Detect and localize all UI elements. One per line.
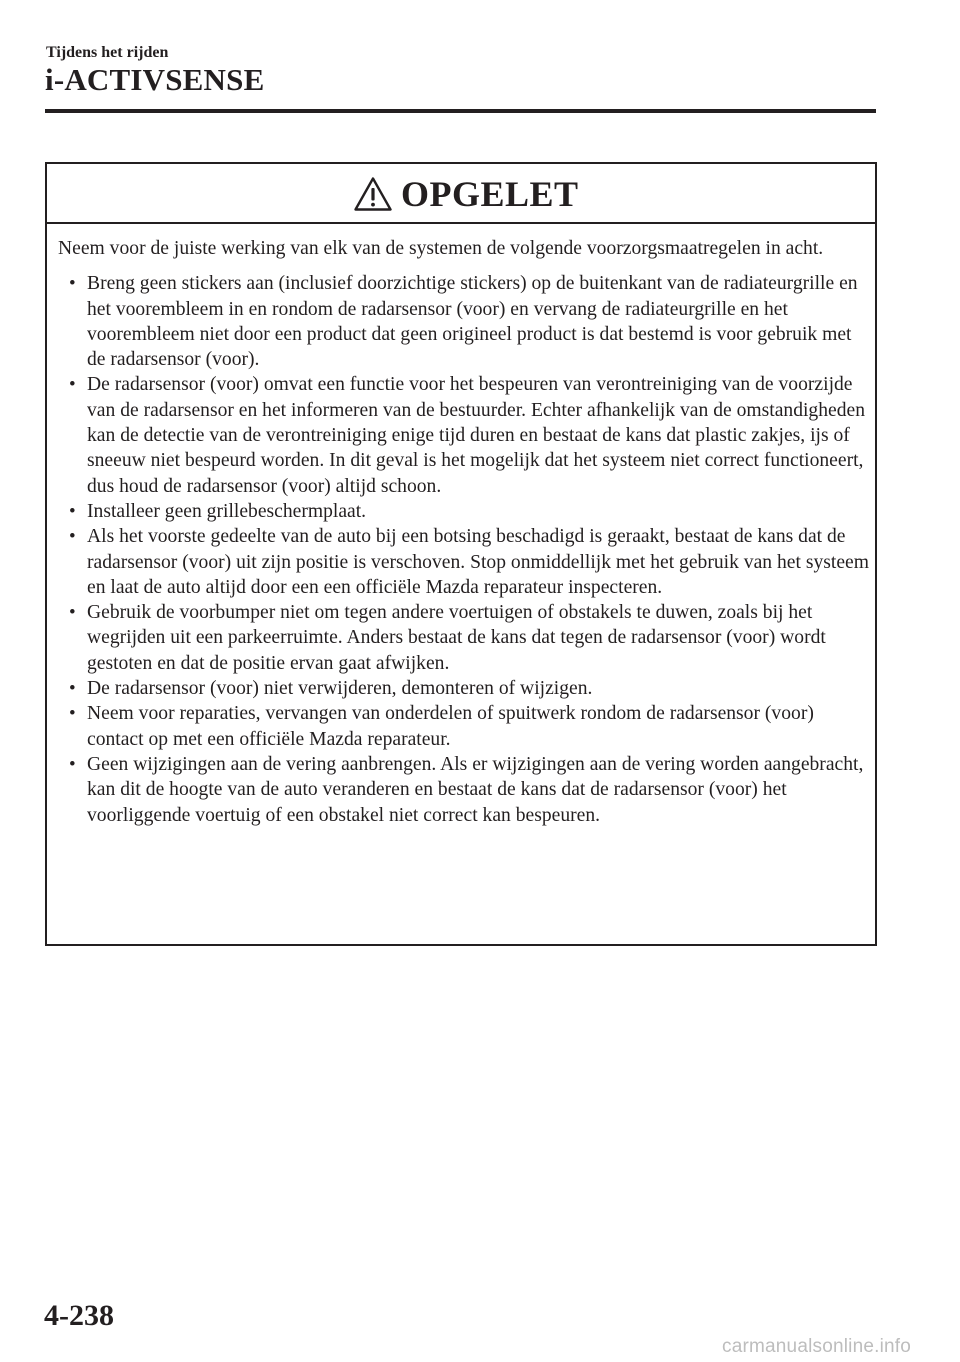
bullet-dot: • — [69, 703, 76, 725]
list-item-text: Neem voor reparaties, vervangen van onderdelen of spuitwerk rondom de radarsensor (voor) contact op met een officiële Mazda reparateur. — [87, 703, 814, 750]
caution-header — [47, 164, 875, 224]
bullet-dot: • — [69, 753, 76, 775]
list-item — [58, 701, 870, 752]
list-item — [58, 499, 870, 524]
bullet-dot: • — [69, 374, 76, 396]
caution-title-group — [353, 173, 579, 215]
caution-list — [58, 271, 870, 828]
header-rule — [45, 109, 876, 113]
list-item-text: Als het voorste gedeelte van de auto bij een botsing beschadigd is geraakt, bestaat de kans dat de radarsensor (voor) uit zijn positie is verschoven. Stop onmiddellijk met het gebruik van het systeem en laat de auto altijd door een een officiële Mazda reparateur inspecteren. — [87, 526, 869, 598]
list-item-text: Gebruik de voorbumper niet om tegen andere voertuigen of obstakels te duwen, zoals bij het wegrijden uit een parkeerruimte. Anders bestaat de kans dat tegen de radarsensor (voor) wordt gestoten en dat de positie ervan gaat afwijken. — [87, 602, 826, 674]
list-item — [58, 752, 870, 828]
list-item — [58, 600, 870, 676]
chapter-title: i-ACTIVSENSE — [45, 62, 265, 97]
caution-box — [45, 162, 877, 946]
bullet-dot: • — [69, 678, 76, 700]
list-item-text: Installeer geen grillebeschermplaat. — [87, 500, 367, 522]
list-item-text: De radarsensor (voor) niet verwijderen, demonteren of wijzigen. — [87, 678, 593, 700]
bullet-dot: • — [69, 526, 76, 548]
list-item-text: Breng geen stickers aan (inclusief doorzichtige stickers) op de buitenkant van de radiateurgrille en het voorembleem in en rondom de radarsensor (voor) en vervang de radiateurgrille en het voorembleem niet door een product dat geen origineel product is dat bestemd is voor gebruik met de radarsensor (voor). — [87, 273, 858, 371]
caution-body — [58, 236, 870, 828]
list-item — [58, 372, 870, 498]
bullet-dot: • — [69, 500, 76, 522]
page-number: 4-238 — [44, 1299, 114, 1332]
caution-intro: Neem voor de juiste werking van elk van de systemen de volgende voorzorgsmaatregelen in acht. — [58, 238, 824, 259]
list-item — [58, 271, 870, 372]
list-item-text: De radarsensor (voor) omvat een functie voor het bespeuren van verontreiniging van de voorzijde van de radarsensor en het informeren van de bestuurder. Echter afhankelijk van de omstandigheden kan de detectie van de verontreiniging enige tijd duren en bestaat de kans dat plastic zakjes, ijs of sneeuw niet bespeurd worden. In dit geval is het mogelijk dat het systeem niet correct functioneert, dus houd de radarsensor (voor) altijd schoon. — [87, 374, 866, 497]
section-label: Tijdens het rijden — [46, 44, 169, 61]
warning-triangle-icon — [353, 176, 393, 212]
bullet-dot: • — [69, 273, 76, 295]
list-item — [58, 524, 870, 600]
caution-title: OPGELET — [401, 174, 579, 214]
bullet-dot: • — [69, 602, 76, 624]
list-item — [58, 676, 870, 701]
watermark[interactable]: carmanualsonline.info — [722, 1336, 912, 1357]
list-item-text: Geen wijzigingen aan de vering aanbrengen. Als er wijzigingen aan de vering worden aangebracht, kan dit de hoogte van de auto veranderen en bestaat de kans dat de radarsensor (voor) het voorliggende voertuig of een obstakel niet correct kan bespeuren. — [87, 753, 864, 826]
